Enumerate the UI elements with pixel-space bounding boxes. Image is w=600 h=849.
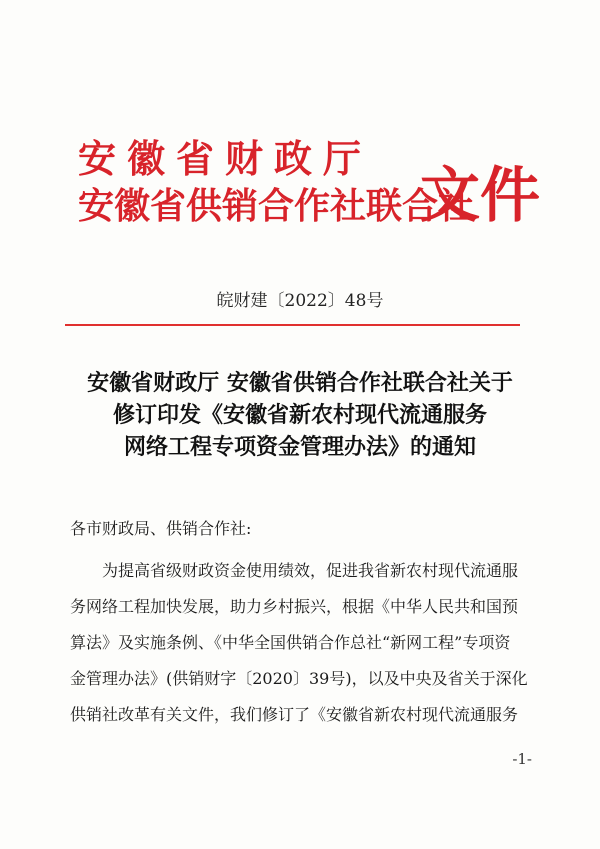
red-divider (65, 324, 520, 326)
body-line: 金管理办法》(供销财字〔2020〕39号)，以及中央及省关于深化 (70, 669, 528, 688)
title-line-3: 网络工程专项资金管理办法》的通知 (123, 435, 476, 460)
body-paragraph (70, 553, 540, 733)
issuing-org-1: 安徽省财政厅 (78, 137, 373, 181)
title-line-2: 修订印发《安徽省新农村现代流通服务 (112, 403, 487, 428)
page-number: -1- (512, 750, 532, 768)
document-type: 文件 (420, 161, 540, 231)
title-line-1: 安徽省财政厅 安徽省供销合作社联合社关于 (87, 371, 513, 396)
document-header (78, 128, 538, 238)
document-title (60, 368, 540, 464)
body-line: 为提高省级财政资金使用绩效，促进我省新农村现代流通服 (102, 561, 519, 580)
body-line: 算法》及实施条例、《中华全国供销合作总社“新网工程”专项资 (70, 633, 511, 652)
salutation: 各市财政局、供销合作社: (70, 519, 252, 538)
body-line: 供销社改革有关文件，我们修订了《安徽省新农村现代流通服务 (70, 705, 519, 724)
document-number: 皖财建〔2022〕48号 (216, 291, 384, 311)
body-line: 务网络工程加快发展，助力乡村振兴，根据《中华人民共和国预 (70, 597, 519, 616)
issuing-org-2: 安徽省供销合作社联合社 (78, 186, 475, 227)
